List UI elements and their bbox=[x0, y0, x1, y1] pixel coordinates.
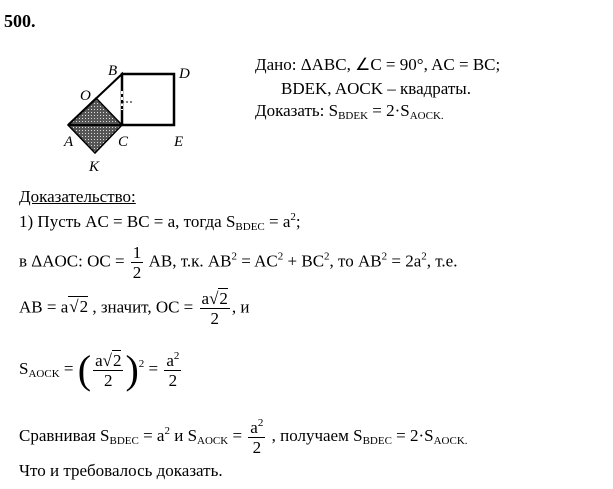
prove-line: Доказать: $S_{BDEK} = 2\cdot S_{AOCK.}$ bbox=[255, 101, 444, 122]
proof-line3: AB = a√2 , значит, OC = $\frac{a√2}{2}$ , и bbox=[19, 289, 250, 328]
label-o: O bbox=[80, 88, 91, 104]
given-line1: Дано: ΔABC, ∠C = 90°, AC = BC; bbox=[255, 55, 501, 74]
label-e: E bbox=[174, 134, 184, 150]
conclusion: Что и требовалось доказать. bbox=[19, 461, 223, 480]
proof-heading: Доказательство: bbox=[19, 187, 136, 206]
label-a: A bbox=[64, 134, 74, 150]
label-k: K bbox=[89, 159, 100, 175]
label-c: C bbox=[118, 134, 129, 150]
proof-line2: в ΔAOC: OC = $\frac{1}{2}$ AB, т.к. $AB^2 = AC^2 + BC^2$, то $AB^2 = 2a^2$, т.е. bbox=[19, 243, 458, 282]
label-d: D bbox=[179, 66, 190, 82]
label-b: B bbox=[108, 63, 118, 79]
given-line2: BDEK, AOCK – квадраты. bbox=[281, 79, 471, 98]
proof-line1: 1) Пусть AC = BC = a, тогда $S_{BDEC} = a^2$; bbox=[19, 211, 301, 233]
proof-line5: Сравнивая $S_{BDEC} = a^2$ и $S_{AOCK}$ = $\frac{a^2}{2}$ , получаем $S_{BDEC} = 2\cdot S_{AOCK.}$ bbox=[19, 417, 468, 457]
problem-number: 500. bbox=[4, 11, 36, 31]
square-bdek bbox=[122, 74, 174, 125]
proof-line4: $S_{AOCK}$ = ( $\frac{a√2}{2}$ )$^2$ = $\frac{a^2}{2}$ bbox=[19, 347, 180, 392]
